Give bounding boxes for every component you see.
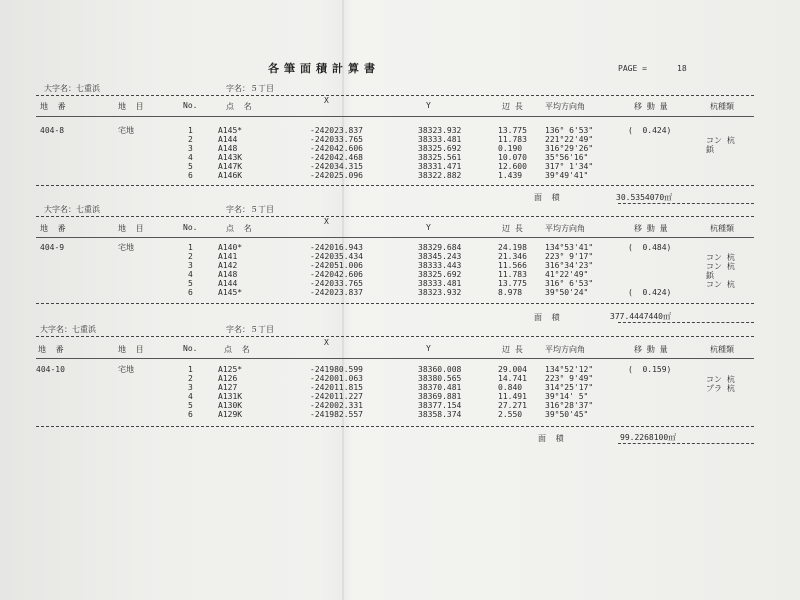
chimoku-value: 宅地 xyxy=(118,243,134,252)
header-chiban: 地 番 xyxy=(40,224,66,233)
header-heikin: 平均方向角 xyxy=(545,102,585,111)
row-length: 27.271 xyxy=(498,401,527,410)
separator-line xyxy=(36,336,754,337)
row-angle: 41°22'49" xyxy=(545,270,589,279)
row-length: 11.783 xyxy=(498,270,527,279)
row-x: -242016.943 xyxy=(310,243,363,252)
header-kui: 杭種類 xyxy=(710,224,734,233)
row-point: A142 xyxy=(218,261,238,270)
row-no: 4 xyxy=(188,392,193,401)
row-point: A147K xyxy=(218,162,243,171)
header-no: No. xyxy=(183,344,198,353)
row-angle: 134°52'12" xyxy=(545,365,594,374)
separator-line xyxy=(36,185,754,186)
row-y: 38323.932 xyxy=(418,126,462,135)
row-x: -242002.331 xyxy=(310,401,363,410)
row-kui: コン 杭 xyxy=(706,136,735,145)
row-move: ( 0.159) xyxy=(628,365,672,374)
chimoku-value: 宅地 xyxy=(118,365,134,374)
document-title: 各筆面積計算書 xyxy=(268,62,380,75)
header-underline xyxy=(36,237,754,238)
row-length: 14.741 xyxy=(498,374,527,383)
header-idou: 移 動 量 xyxy=(634,224,668,233)
row-no: 3 xyxy=(188,383,193,392)
row-y: 38333.481 xyxy=(418,135,462,144)
header-no: No. xyxy=(183,223,198,232)
row-point: A148 xyxy=(218,144,238,153)
row-point: A129K xyxy=(218,410,243,419)
area-underline xyxy=(618,443,754,444)
row-y: 38323.932 xyxy=(418,288,462,297)
header-tenmei: 点 名 xyxy=(226,224,252,233)
row-angle: 316° 6'53" xyxy=(545,279,594,288)
row-y: 38333.481 xyxy=(418,279,462,288)
row-point: A126 xyxy=(218,374,238,383)
row-point: A130K xyxy=(218,401,243,410)
row-x: -242023.837 xyxy=(310,126,363,135)
row-length: 11.783 xyxy=(498,135,527,144)
area-underline xyxy=(618,203,754,204)
header-heikin: 平均方向角 xyxy=(545,345,585,354)
row-y: 38322.882 xyxy=(418,171,462,180)
separator-line xyxy=(36,216,754,217)
header-henchou: 辺 長 xyxy=(502,345,523,354)
row-x: -242025.096 xyxy=(310,171,363,180)
row-length: 29.004 xyxy=(498,365,527,374)
header-chimoku: 地 目 xyxy=(118,345,144,354)
row-y: 38325.561 xyxy=(418,153,462,162)
row-angle: 39°49'41" xyxy=(545,171,589,180)
chiban-value: 404-8 xyxy=(40,126,65,135)
row-no: 3 xyxy=(188,144,193,153)
row-y: 38333.443 xyxy=(418,261,462,270)
row-y: 38345.243 xyxy=(418,252,462,261)
row-point: A144 xyxy=(218,279,238,288)
row-kui: コン 杭 xyxy=(706,253,735,262)
header-tenmei: 点 名 xyxy=(224,345,250,354)
row-length: 12.600 xyxy=(498,162,527,171)
row-point: A140* xyxy=(218,243,243,252)
row-angle: 134°53'41" xyxy=(545,243,594,252)
row-length: 8.978 xyxy=(498,288,523,297)
row-y: 38369.881 xyxy=(418,392,462,401)
oaza-name: 大字名：七重浜 xyxy=(44,205,100,214)
aza-name: 字名：５丁目 xyxy=(226,205,274,214)
row-x: -242042.606 xyxy=(310,270,363,279)
row-y: 38329.684 xyxy=(418,243,462,252)
row-no: 5 xyxy=(188,162,193,171)
row-kui: コン 杭 xyxy=(706,280,735,289)
header-henchou: 辺 長 xyxy=(502,224,523,233)
row-length: 13.775 xyxy=(498,279,527,288)
row-x: -242001.063 xyxy=(310,374,363,383)
row-angle: 316°28'37" xyxy=(545,401,594,410)
area-underline xyxy=(618,322,754,323)
row-y: 38358.374 xyxy=(418,410,462,419)
row-point: A131K xyxy=(218,392,243,401)
row-angle: 39°14' 5" xyxy=(545,392,589,401)
area-value: 99.2268100㎡ xyxy=(620,433,677,442)
row-no: 1 xyxy=(188,243,193,252)
row-move: ( 0.424) xyxy=(628,288,672,297)
aza-name: 字名：５丁目 xyxy=(226,325,274,334)
row-no: 6 xyxy=(188,288,193,297)
row-x: -242033.765 xyxy=(310,135,363,144)
oaza-name: 大字名：七重浜 xyxy=(44,84,100,93)
row-y: 38360.008 xyxy=(418,365,462,374)
header-x: X xyxy=(324,96,329,105)
aza-name: 字名：５丁目 xyxy=(226,84,274,93)
page-number: 18 xyxy=(677,64,687,73)
row-angle: 39°50'24" xyxy=(545,288,589,297)
row-no: 5 xyxy=(188,279,193,288)
separator-line xyxy=(36,303,754,304)
header-chiban: 地 番 xyxy=(40,102,66,111)
row-length: 21.346 xyxy=(498,252,527,261)
row-no: 5 xyxy=(188,401,193,410)
header-heikin: 平均方向角 xyxy=(545,224,585,233)
row-x: -242035.434 xyxy=(310,252,363,261)
header-y: Y xyxy=(426,223,431,232)
header-underline xyxy=(36,358,754,359)
row-point: A127 xyxy=(218,383,238,392)
header-no: No. xyxy=(183,101,198,110)
row-kui: コン 杭 xyxy=(706,375,735,384)
separator-line xyxy=(36,95,754,96)
row-point: A143K xyxy=(218,153,243,162)
chiban-value: 404-9 xyxy=(40,243,65,252)
row-move: ( 0.424) xyxy=(628,126,672,135)
row-angle: 316°29'26" xyxy=(545,144,594,153)
row-no: 6 xyxy=(188,171,193,180)
area-value: 30.5354070㎡ xyxy=(616,193,673,202)
header-tenmei: 点 名 xyxy=(226,102,252,111)
row-no: 3 xyxy=(188,261,193,270)
row-x: -241980.599 xyxy=(310,365,363,374)
row-x: -242051.006 xyxy=(310,261,363,270)
row-point: A144 xyxy=(218,135,238,144)
row-point: A145* xyxy=(218,126,243,135)
header-x: X xyxy=(324,217,329,226)
row-angle: 316°34'23" xyxy=(545,261,594,270)
row-point: A125* xyxy=(218,365,243,374)
row-x: -242042.606 xyxy=(310,144,363,153)
row-no: 6 xyxy=(188,410,193,419)
row-length: 11.566 xyxy=(498,261,527,270)
area-value: 377.4447440㎡ xyxy=(610,312,671,321)
paper-fold xyxy=(342,0,344,600)
row-length: 13.775 xyxy=(498,126,527,135)
row-angle: 221°22'49" xyxy=(545,135,594,144)
row-x: -241982.557 xyxy=(310,410,363,419)
chimoku-value: 宅地 xyxy=(118,126,134,135)
separator-line xyxy=(36,426,754,427)
row-no: 4 xyxy=(188,153,193,162)
row-y: 38377.154 xyxy=(418,401,462,410)
row-point: A141 xyxy=(218,252,238,261)
row-length: 24.198 xyxy=(498,243,527,252)
header-chimoku: 地 目 xyxy=(118,224,144,233)
header-y: Y xyxy=(426,101,431,110)
row-kui: 鋲 xyxy=(706,145,714,154)
row-kui: 鋲 xyxy=(706,271,714,280)
row-no: 2 xyxy=(188,374,193,383)
row-angle: 223° 9'17" xyxy=(545,252,594,261)
header-idou: 移 動 量 xyxy=(634,345,668,354)
area-label: 面 積 xyxy=(534,313,560,322)
row-no: 2 xyxy=(188,252,193,261)
row-length: 0.840 xyxy=(498,383,523,392)
area-label: 面 積 xyxy=(534,193,560,202)
row-length: 0.190 xyxy=(498,144,523,153)
row-length: 10.070 xyxy=(498,153,527,162)
row-point: A145* xyxy=(218,288,243,297)
row-y: 38325.692 xyxy=(418,270,462,279)
header-chimoku: 地 目 xyxy=(118,102,144,111)
row-length: 11.491 xyxy=(498,392,527,401)
oaza-name: 大字名：七重浜 xyxy=(40,325,96,334)
row-angle: 314°25'17" xyxy=(545,383,594,392)
row-length: 1.439 xyxy=(498,171,523,180)
row-length: 2.550 xyxy=(498,410,523,419)
chiban-value: 404-10 xyxy=(36,365,65,374)
row-kui: プラ 杭 xyxy=(706,384,735,393)
row-no: 1 xyxy=(188,126,193,135)
header-chiban: 地 番 xyxy=(38,345,64,354)
page-label: PAGE = xyxy=(618,64,647,73)
header-y: Y xyxy=(426,344,431,353)
row-angle: 317° 1'34" xyxy=(545,162,594,171)
row-move: ( 0.484) xyxy=(628,243,672,252)
header-underline xyxy=(36,116,754,117)
row-point: A146K xyxy=(218,171,243,180)
row-x: -242034.315 xyxy=(310,162,363,171)
row-x: -242042.468 xyxy=(310,153,363,162)
header-idou: 移 動 量 xyxy=(634,102,668,111)
row-angle: 35°56'16" xyxy=(545,153,589,162)
row-x: -242011.815 xyxy=(310,383,363,392)
row-x: -242023.837 xyxy=(310,288,363,297)
row-angle: 136° 6'53" xyxy=(545,126,594,135)
header-kui: 杭種類 xyxy=(710,345,734,354)
row-no: 1 xyxy=(188,365,193,374)
row-angle: 223° 9'49" xyxy=(545,374,594,383)
row-angle: 39°50'45" xyxy=(545,410,589,419)
header-kui: 杭種類 xyxy=(710,102,734,111)
row-no: 4 xyxy=(188,270,193,279)
row-no: 2 xyxy=(188,135,193,144)
row-x: -242011.227 xyxy=(310,392,363,401)
row-y: 38331.471 xyxy=(418,162,462,171)
header-x: X xyxy=(324,338,329,347)
row-y: 38325.692 xyxy=(418,144,462,153)
row-kui: コン 杭 xyxy=(706,262,735,271)
area-label: 面 積 xyxy=(538,434,564,443)
row-y: 38370.481 xyxy=(418,383,462,392)
row-point: A148 xyxy=(218,270,238,279)
header-henchou: 辺 長 xyxy=(502,102,523,111)
row-y: 38380.565 xyxy=(418,374,462,383)
row-x: -242033.765 xyxy=(310,279,363,288)
